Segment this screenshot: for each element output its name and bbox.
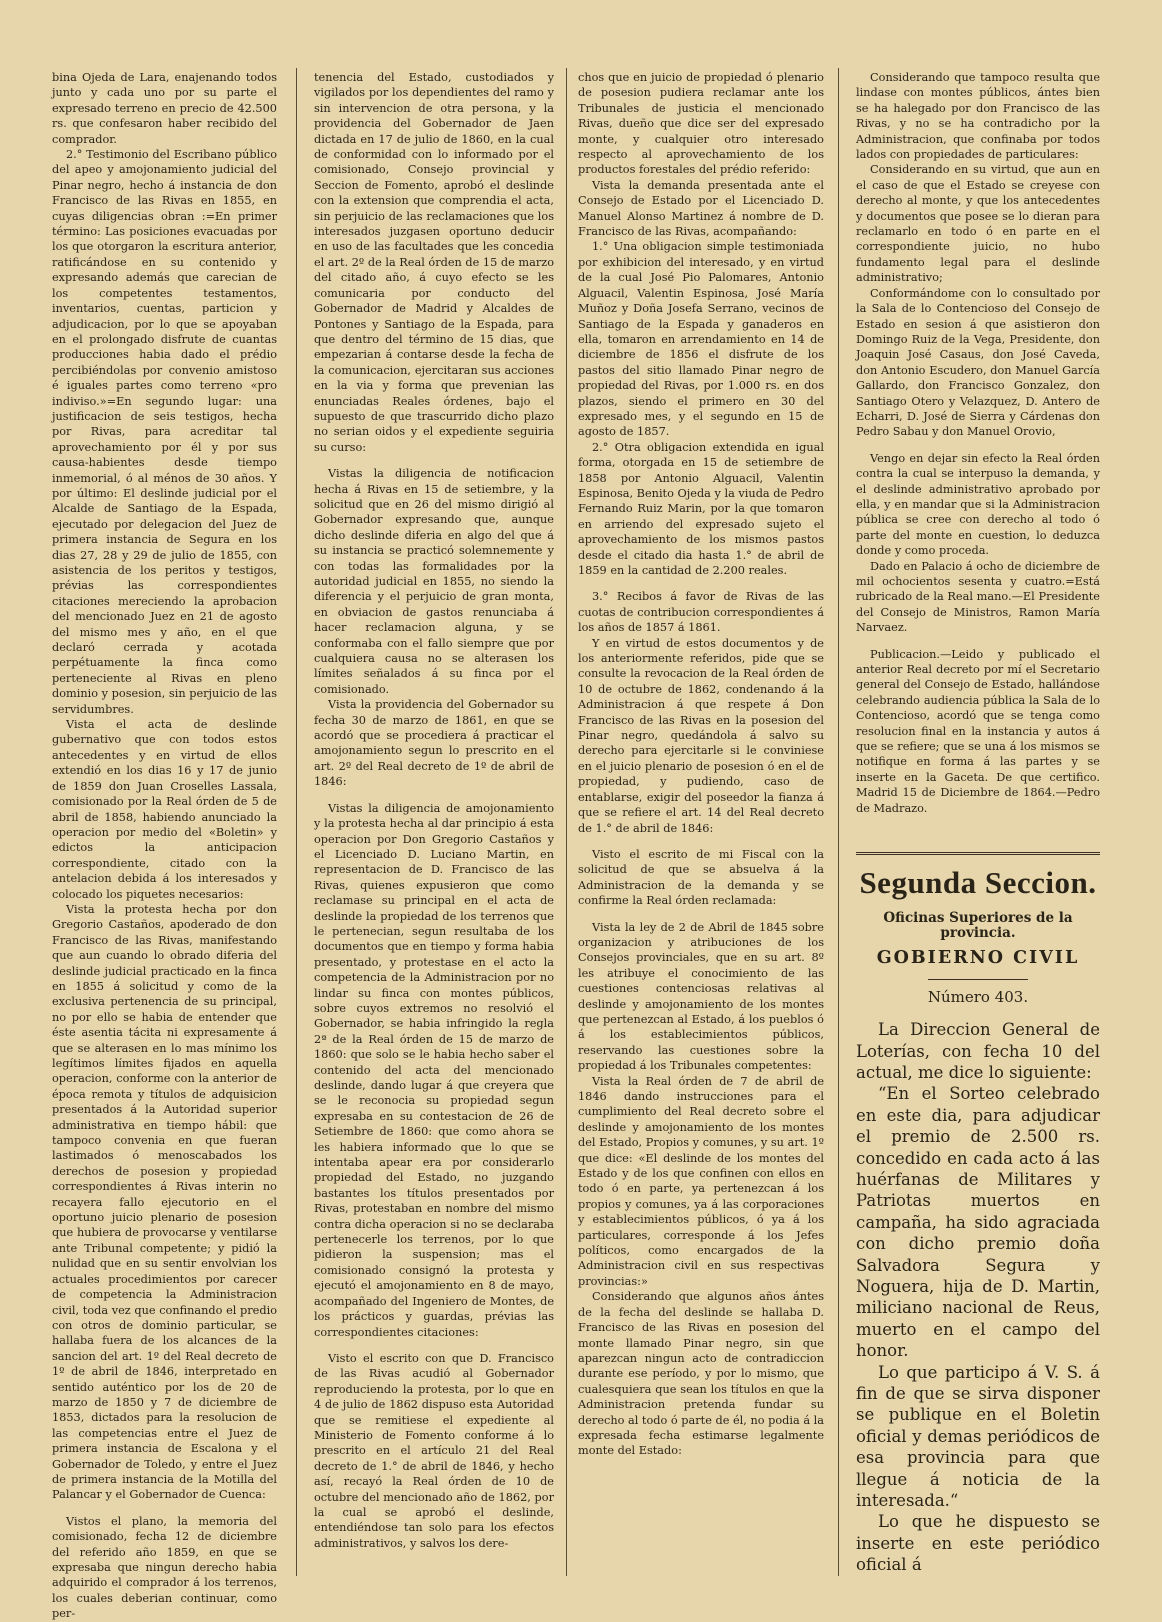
paragraph: Dado en Palacio á ocho de diciembre de mil ochocientos sesenta y cuatro.=Está rubricado de la Real mano.—El Presidente del Consejo de Ministros, Ramon María Narvaez. <box>856 559 1100 635</box>
paragraph: Vengo en dejar sin efecto la Real órden contra la cual se interpuso la demanda, y el deslinde administrativo aprobado por ella, y en mandar que si la Administracion pública se cree con derecho al todo ó parte del monte en cuestion, lo deduzca donde y como proceda. <box>856 451 1100 558</box>
paragraph: Y en virtud de estos documentos y de los anteriormente referidos, pide que se consulte la revocacion de la Real órden de 10 de octubre de 1862, condenando á la Administracion á que respete á Don Francisco de las Rivas en la posesion del Pinar negro, quedándola á salvo su derecho para ejercitarle si le conviniese en el juicio plenario de posesion ó en el de propiedad, y pudiendo, caso de entablarse, exigir del poseedor la fianza á que se refiere el art. 14 del Real decreto de 1.° de abril de 1846: <box>578 636 824 835</box>
paragraph: 2.° Otra obligacion extendida en igual forma, otorgada en 15 de setiembre de 1858 por Antonio Alguacil, Valentin Espinosa, Benito Ojeda y la viuda de Pedro Fernando Ruiz Marin, por la que tomaron en arriendo del expresado sujeto el aprovechamiento de los mismos pastos desde el citado dia hasta 1.° de abril de 1859 en la cantidad de 2.200 reales. <box>578 440 824 577</box>
paragraph: Vista la demanda presentada ante el Consejo de Estado por el Licenciado D. Manuel Alonso Martinez á nombre de D. Francisco de las Rivas, acompañando: <box>578 178 824 239</box>
paragraph: Vistas la diligencia de notificacion hecha á Rivas en 15 de setiembre, y la solicitud que en 26 del mismo dirigió al Gobernador expresando que, aunque dicho deslinde diferia en algo del que á su instancia se practicó solemnemente y con todas las formalidades por la autoridad judicial en 1855, no siendo la diferencia y el perjuicio de gran monta, en obviacion de gastos renunciaba á hacer reclamacion alguna, y se conformaba con el fallo siempre que por cualquiera causa no se alterasen los límites señalados á su finca por el comisionado. <box>314 467 554 696</box>
paragraph: Lo que participo á V. S. á fin de que se sirva disponer se publique en el Boletin oficial y demas periódicos de esa provincia para que llegue á noticia de la interesada.“ <box>856 1362 1100 1511</box>
section-title: Segunda Seccion. <box>859 865 1097 901</box>
paragraph: bina Ojeda de Lara, enajenando todos junto y cada uno por su parte el expresado terreno en precio de 42.500 rs. que confesaron haber recibido del comprador. <box>52 71 277 146</box>
paragraph: Vistos el plano, la memoria del comisionado, fecha 12 de diciembre del referido año 1859, en que se expresaba que ningun derecho habia adquirido el comprador á los terrenos, los cuales deberian continuar, como per- <box>52 1514 277 1621</box>
paragraph: “En el Sorteo celebrado en este dia, para adjudicar el premio de 2.500 rs. concedido en cada acto á las huérfanas de Militares y Patriotas muertos en campaña, ha sido agraciada con dicho premio doña Salvadora Segura y Noguera, hija de D. Martin, miliciano nacional de Reus, muerto en el campo del honor. <box>856 1084 1100 1361</box>
column-rule <box>296 68 297 1576</box>
paragraph: Considerando que tampoco resulta que lindase con montes públicos, ántes bien se ha halegado por don Francisco de las Rivas, y no se ha contradicho por la Administracion, que confinaba por todos lados con propiedades de particulares: <box>856 71 1100 162</box>
lottery-notice <box>856 1019 1100 1576</box>
paragraph: Vista la ley de 2 de Abril de 1845 sobre organizacion y atribuciones de los Consejos provinciales, que en su art. 8º les atribuye el conocimiento de las cuestiones contenciosas relativas al deslinde y amojonamiento de los montes que pertenezcan al Estado, á los pueblos ó á los establecimientos públicos, reservando las cuestiones sobre la propiedad á los Tribunales competentes: <box>578 920 824 1073</box>
paragraph: Vistas la diligencia de amojonamiento y la protesta hecha al dar principio á esta operacion por Don Gregorio Castaños y el Licenciado D. Luciano Martin, en representacion de D. Francisco de las Rivas, quienes expusieron que como reclamase su principal en el acta de deslinde la propiedad de los terrenos que le pertenecian, segun resultaba de los documentos que en tiempo y forma habia presentado, y protestase en el acto la competencia de la Administracion por no lindar su finca con montes públicos, sobre cuyos extremos no resolvió el Gobernador, se habia infringido la regla 2ª de la Real órden de 15 de marzo de 1860: que solo se le habia hecho saber el contenido del acta del mencionado deslinde, dando lugar á que creyera que se le reconocia su propiedad segun expresaba en su contestacion de 26 de Setiembre de 1860: que como ahora se les habiera informado que lo que se intentaba apear era por considerarlo propiedad del Estado, no juzgando bastantes los títulos presentados por Rivas, protestaban en nombre del mismo contra dicha operacion si no se declaraba pertenecerle los terrenos, por lo que pidieron la suspension; mas el comisionado consignó la protesta y ejecutó el amojonamiento en 8 de mayo, acompañado del Ingeniero de Montes, de los prácticos y guardas, prévias las correspondientes citaciones: <box>314 801 554 1339</box>
section-divider <box>856 852 1100 855</box>
paragraph: Vista la protesta hecha por don Gregorio Castaños, apoderado de don Francisco de las Rivas, manifestando que aun cuando lo obrado diferia del deslinde judicial practicado en la finca en 1855 á solicitud y como de la exclusiva pertenencia de su principal, no por ello se habia de entender que éste asentia tácita ni expresamente á que se alterasen en lo mas mínimo los legítimos límites fijados en aquella operacion, conforme con la anterior de época remota y títulos de adquisicion presentados á la Autoridad superior administrativa en tiempo hábil: que tampoco convenia en que fueran lastimados ó menoscabados los derechos de posesion y propiedad correspondientes á Rivas interin no recayera fallo ejecutorio en el oportuno juicio plenario de posesion que hubiera de provocarse y ventilarse ante Tribunal competente; y pidió la nulidad que en su sentir envolvian los actuales procedimientos por carecer de competencia la Administracion civil, toda vez que confinando el predio con otros de dominio particular, se hallaba fuera de los alcances de la sancion del art. 1º del Real decreto de 1º de abril de 1846, interpretado en sentido auténtico por los de 20 de marzo de 1850 y 7 de diciembre de 1853, dictados para la resolucion de las competencias entre el Juez de primera instancia de Escalona y el Gobernador de Toledo, y entre el Juez de primera instancia de la Motilla del Palancar y el Gobernador de Cuenca: <box>52 902 277 1502</box>
column-4 <box>856 70 1100 1576</box>
section-subtitle: Oficinas Superiores de la provincia. <box>883 909 1073 941</box>
paragraph: tenencia del Estado, custodiados y vigilados por los dependientes del ramo y sin intervencion de otra persona, y la providencia del Gobernador de Jaen dictada en 17 de julio de 1860, en la cual de conformidad con lo informado por el comisionado, Consejo provincial y Seccion de Fomento, aprobó el deslinde con la extension que comprendia el acta, sin perjuicio de las reclamaciones que los interesados juzgasen oportuno deducir en uso de las facultades que les concedia el art. 2º de la Real órden de 15 de marzo del citado año, á cuyo efecto se les comunicaria por conducto del Gobernador de Madrid y Alcaldes de Pontones y Santiago de la Espada, para que dentro del término de 15 dias, que empezarian á contarse desde la fecha de la comunicacion, ejercitaran sus acciones en la via y forma que prevenian las enunciadas Reales órdenes, bajo el supuesto de que trascurrido dicho plazo no serian oidos y el expediente seguiria su curso: <box>314 71 554 454</box>
paragraph: Considerando que algunos años ántes de la fecha del deslinde se hallaba D. Francisco de las Rivas en posesion del monte llamado Pinar negro, sin que aparezcan ningun acto de contradiccion durante ese período, y por lo mismo, que cualesquiera que sean los títulos en que la Administracion pretenda fundar su derecho al todo ó parte de él, no podia á la expresada fecha estimarse legalmente monte del Estado: <box>578 1290 825 1458</box>
office-heading: GOBIERNO CIVIL <box>876 948 1080 969</box>
column-1 <box>52 70 277 1622</box>
paragraph: La Direccion General de Loterías, con fecha 10 del actual, me dice lo siguiente: <box>856 1020 1100 1082</box>
paragraph: Vista la providencia del Gobernador su fecha 30 de marzo de 1861, en que se acordó que se procediera á practicar el amojonamiento segun lo prescrito en el art. 2º del Real decreto de 1º de abril de 1846: <box>314 698 554 789</box>
column-rule <box>566 68 567 1576</box>
paragraph: Publicacion.—Leido y publicado el anterior Real decreto por mí el Secretario general del Consejo de Estado, hallándose celebrando audiencia pública la Sala de lo Contencioso, acordó que se tenga como resolucion final en la instancia y autos á que se refiere; que se una á los mismos se notifique en forma á las partes y se inserte en la Gaceta. De que certifico. Madrid 15 de Diciembre de 1864.—Pedro de Madrazo. <box>856 647 1100 815</box>
paragraph: Conformándome con lo consultado por la Sala de lo Contencioso del Consejo de Estado en sesion á que asistieron don Domingo Ruiz de la Vega, Presidente, don Joaquin José Casaus, don José Caveda, don Antonio Escudero, don Manuel García Gallardo, don Francisco Gonzalez, don Santiago Otero y Velazquez, D. Antero de Echarri, D. José de Sierra y Cárdenas don Pedro Sabau y don Manuel Orovio, <box>856 286 1100 439</box>
paragraph: Vista el acta de deslinde gubernativo que con todos estos antecedentes y en virtud de ellos extendió en los dias 16 y 17 de junio de 1859 don Juan Croselles Lassala, comisionado por la Real órden de 5 de abril de 1858, habiendo anunciado la operacion por medio del «Boletin» y edictos la anticipacion correspondiente, citado con la antelacion debida á los interesados y colocado los piquetes necesarios: <box>52 718 277 901</box>
paragraph: Visto el escrito de mi Fiscal con la solicitud de que se absuelva á la Administracion de la demanda y se confirme la Real órden reclamada: <box>578 847 824 908</box>
paragraph: Considerando en su virtud, que aun en el caso de que el Estado se creyese con derecho al monte, y que los antecedentes y documentos que posee se lo dieran para reclamarlo en todo ó en parte en el correspondiente juicio, no hubo fundamento legal para el deslinde administrativo; <box>856 163 1100 285</box>
paragraph: 2.° Testimonio del Escribano público del apeo y amojonamiento judicial del Pinar negro, hecho á instancia de don Francisco de las Rivas en 1855, en cuyas diligencias obran :=En primer término: Las posiciones evacuadas por los que otorgaron la escritura anterior, ratificándose en su contenido y expresando además que carecian de los competentes testamentos, inventarios, cuentas, particion y adjudicacion, por lo que se apoyaban en el prolongado disfrute de cuantas producciones habia dado el prédio percibiéndolas por convenio amistoso é iguales partes como terreno «pro indiviso.»=En segundo lugar: una justificacion de seis testigos, hecha por Rivas, para acreditar tal aprovechamiento por él y por sus causa-habientes desde tiempo inmemorial, ó al ménos de 30 años. Y por último: El deslinde judicial por el Alcalde de Santiago de la Espada, ejecutado por delegacion del Juez de primera instancia de Segura en los dias 27, 28 y 29 de julio de 1855, con asistencia de los peritos y testigos, prévias las correspondientes citaciones mereciendo la aprobacion del mencionado Juez en 21 de agosto del mismo mes y año, en el que declaró cerrada y acotada perpétuamente la finca como perteneciente al Rivas en pleno dominio y posesion, sin perjuicio de las servidumbres. <box>52 148 277 716</box>
column-rule <box>838 68 839 1576</box>
paragraph: Lo que he dispuesto se inserte en este periódico oficial á <box>856 1512 1100 1575</box>
column-2 <box>314 70 554 1551</box>
column-3 <box>578 70 824 1459</box>
paragraph: chos que en juicio de propiedad ó plenario de posesion pudiera reclamar ante los Tribunales de justicia el mencionado Rivas, dueño que dice ser del expresado monte, y cualquier otro interesado respecto al aprovechamiento de los productos forestales del prédio referido: <box>578 71 824 177</box>
paragraph: 3.° Recibos á favor de Rivas de las cuotas de contribucion correspondientes á los años de 1857 á 1861. <box>578 590 824 635</box>
paragraph: 1.° Una obligacion simple testimoniada por exhibicion del interesado, y en virtud de la cual José Pio Palomares, Antonio Alguacil, Valentin Espinosa, José María Muñoz y Doña Josefa Serrano, vecinos de Santiago de la Espada y ganaderos en ella, tomaron en arrendamiento en 14 de diciembre de 1856 el disfrute de los pastos del sitio llamado Pinar negro de propiedad del Rivas, por 1.000 rs. en dos plazos, siendo el primero en 30 del expresado mes, y el segundo en 15 de agosto de 1857. <box>578 240 824 439</box>
short-divider <box>928 979 1028 980</box>
paragraph: Visto el escrito con que D. Francisco de las Rivas acudió al Gobernador reproduciendo la protesta, por lo que en 4 de julio de 1862 dispuso esta Autoridad que se remitiese el expediente al Ministerio de Fomento conforme á lo prescrito en el artículo 21 del Real decreto de 1.° de abril de 1846, y hecho así, recayó la Real órden de 10 de octubre del mencionado año de 1862, por la cual se aprobó el deslinde, entendiéndose tan solo para los efectos administrativos, y salvos los dere- <box>314 1351 554 1550</box>
notice-number: Número 403. <box>927 987 1029 1006</box>
paragraph: Vista la Real órden de 7 de abril de 1846 dando instrucciones para el cumplimiento del Real decreto sobre el deslinde y amojonamiento de los montes del Estado, Propios y comunes, y su art. 1º que dice: «El deslinde de los montes del Estado y de los que confinen con ellos en todo ó en parte, ya pertenezcan á los propios y comunes, ya á las corporaciones y establecimientos públicos, ó ya á los particulares, corresponde á los Jefes políticos, como encargados de la Administracion civil en sus respectivas provincias:» <box>578 1074 824 1288</box>
